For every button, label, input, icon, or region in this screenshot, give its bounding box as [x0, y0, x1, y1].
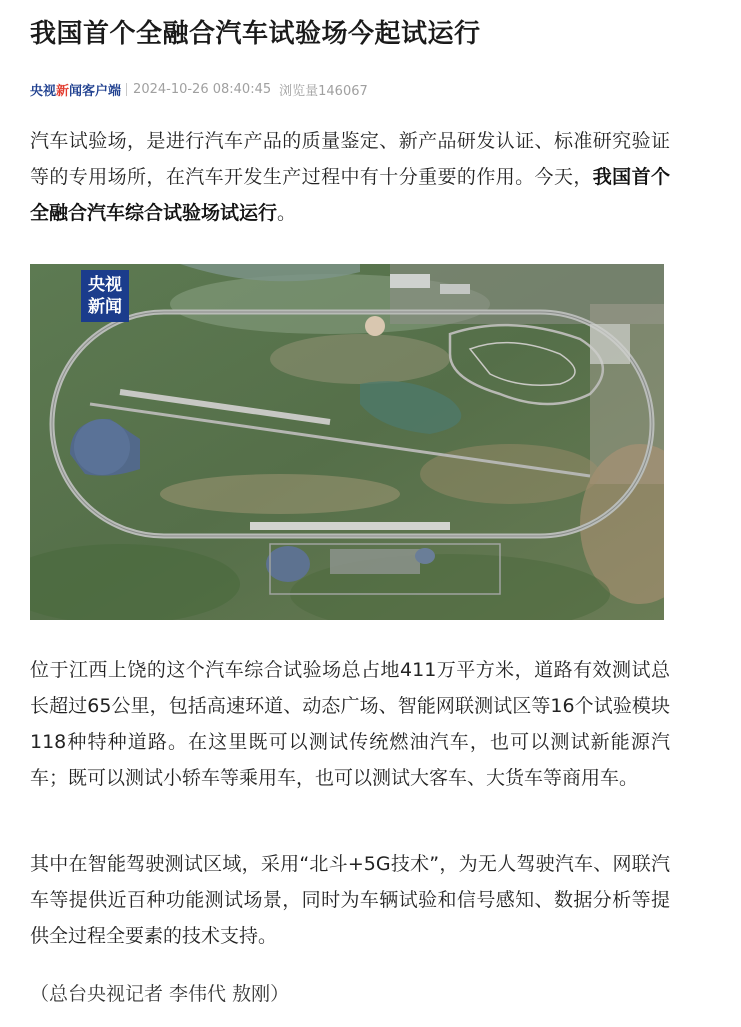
body-paragraph-2: 其中在智能驾驶测试区域，采用“北斗+5G技术”，为无人驾驶汽车、网联汽车等提供近百种功能测试场景，同时为车辆试验和信号感知、数据分析等提供全过程全要素的技术支持。 [30, 853, 670, 947]
body-paragraph-1: 位于江西上饶的这个汽车综合试验场总占地411万平方米，道路有效测试总长超过65公里，包括高速环道、动态广场、智能网联测试区等16个试验模块118种特种道路。在这里既可以测试传统燃油汽车，也可以测试新能源汽车；既可以测试小轿车等乘用车，也可以测试大客车、大货车等商用车。 [30, 659, 670, 789]
intro-paragraph: 汽车试验场，是进行汽车产品的质量鉴定、新产品研发认证、标准研究验证等的专用场所，在汽车开发生产过程中有十分重要的作用。今天，我国首个全融合汽车综合试验场试运行。 [30, 130, 670, 224]
reporter-byline: （总台央视记者 李伟代 敖刚） [30, 983, 290, 1005]
view-count: 浏览量146067 [279, 83, 368, 99]
aerial-photo[interactable] [30, 264, 664, 620]
source-name[interactable]: 央视新闻客户端 [30, 83, 122, 99]
article-title: 我国首个全融合汽车试验场今起试运行 [30, 19, 481, 49]
meta-divider [126, 83, 127, 96]
article-meta [30, 78, 368, 100]
cctv-news-logo: 央视 新闻 [81, 270, 129, 322]
publish-datetime: 2024-10-26 08:40:45 [133, 81, 272, 97]
intro-bold-text: 我国首个全融合汽车综合试验场试运行 [30, 166, 670, 224]
